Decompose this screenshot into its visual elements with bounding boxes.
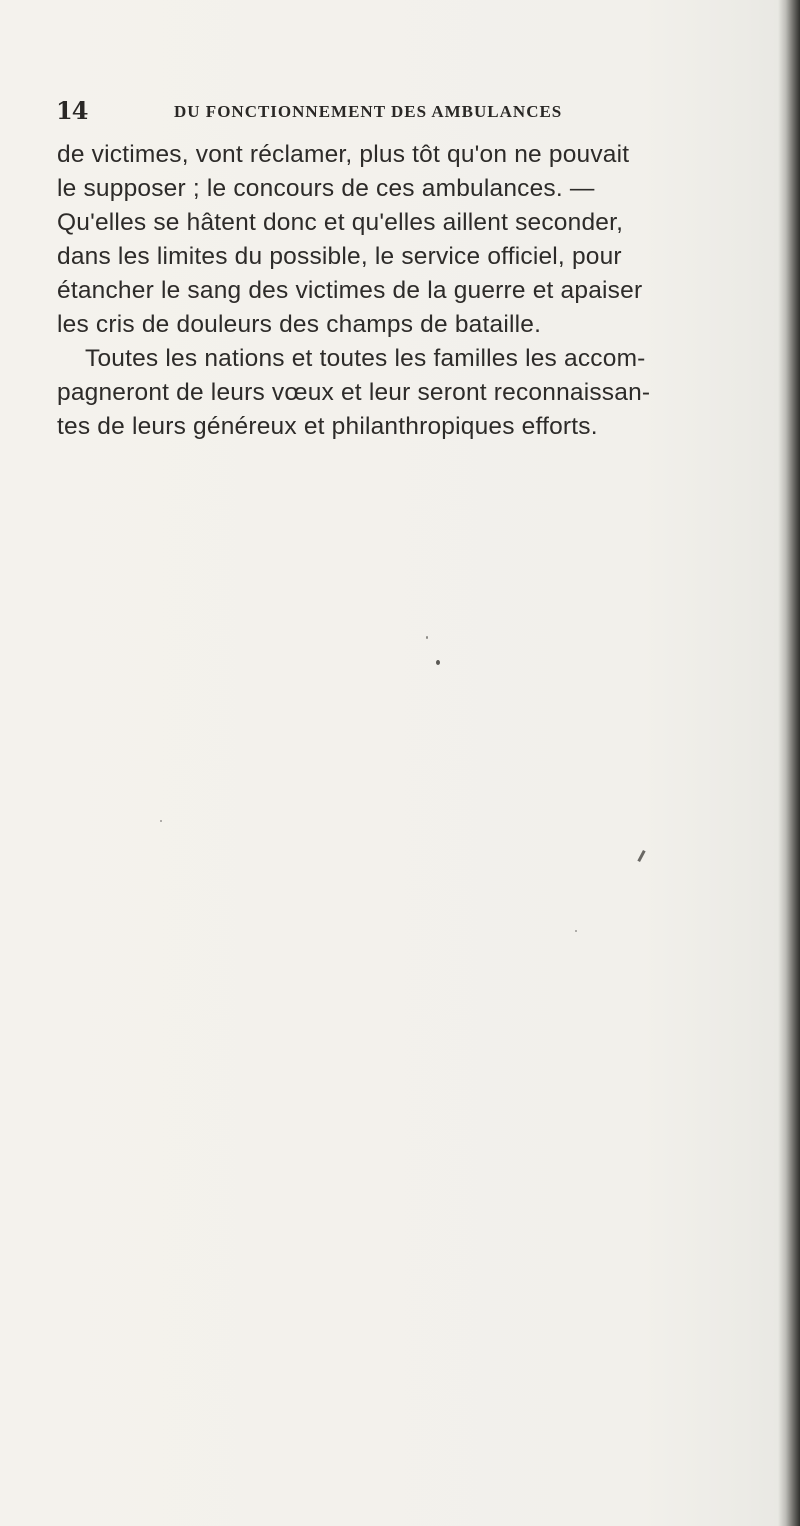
text-line: les cris de douleurs des champs de bataille. <box>57 311 542 338</box>
body-text <box>57 138 769 444</box>
text-line: de victimes, vont réclamer, plus tôt qu'on ne pouvait <box>57 141 630 168</box>
running-head <box>56 96 716 126</box>
text-line: le supposer ; le concours de ces ambulances. — <box>57 175 595 202</box>
text-line: Qu'elles se hâtent donc et qu'elles aillent seconder, <box>57 209 624 236</box>
paper-speck <box>575 930 577 932</box>
paper-speck <box>436 660 440 665</box>
text-line: pagneront de leurs vœux et leur seront reconnaissan- <box>57 379 651 406</box>
text-line: tes de leurs généreux et philanthropiques efforts. <box>57 413 598 440</box>
ink-blot <box>637 850 645 862</box>
running-title: DU FONCTIONNEMENT DES AMBULANCES <box>174 102 563 121</box>
text-line: dans les limites du possible, le service officiel, pour <box>57 243 622 270</box>
text-line: étancher le sang des victimes de la guerre et apaiser <box>57 277 643 304</box>
paper-speck <box>160 820 162 822</box>
paper-speck <box>426 636 428 639</box>
page-edge-shadow <box>778 0 800 1526</box>
page-number: 14 <box>56 96 88 125</box>
paragraph-start-line: Toutes les nations et toutes les familles les accom- <box>85 345 646 372</box>
